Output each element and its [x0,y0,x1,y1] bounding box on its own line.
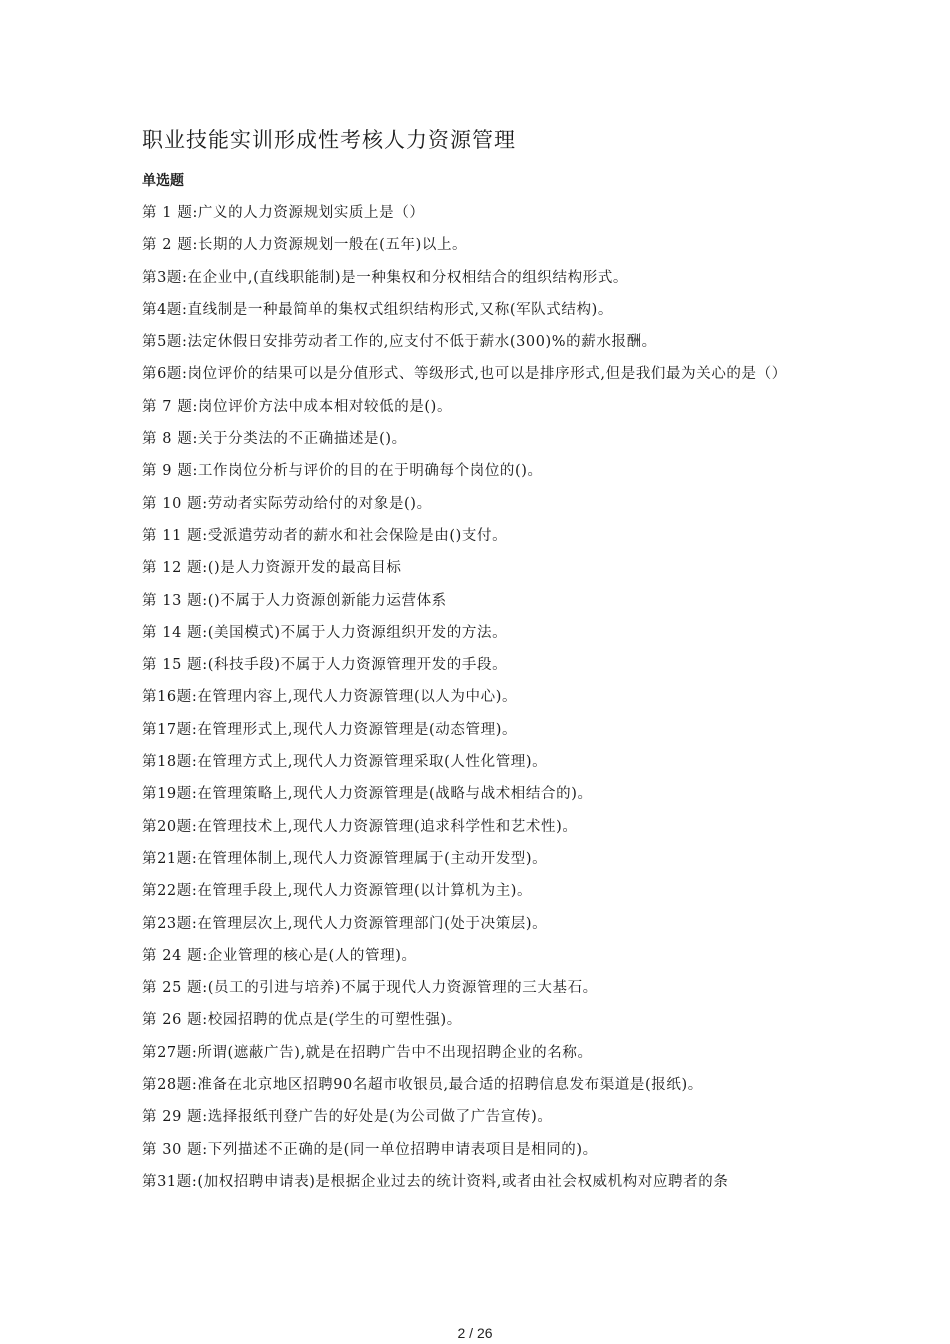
question-item: 第 15 题:(科技手段)不属于人力资源管理开发的手段。 [142,657,508,674]
question-item: 第 29 题:选择报纸刊登广告的好处是(为公司做了广告宣传)。 [142,1109,553,1126]
question-item: 第 13 题:()不属于人力资源创新能力运营体系 [142,592,447,609]
question-item: 第 2 题:长期的人力资源规划一般在(五年)以上。 [142,237,468,254]
section-heading: 单选题 [142,173,184,189]
question-item: 第 24 题:企业管理的核心是(人的管理)。 [142,947,417,964]
question-item: 第18题:在管理方式上,现代人力资源管理采取(人性化管理)。 [142,754,548,771]
question-item: 第5题:法定休假日安排劳动者工作的,应支付不低于薪水(300)%的薪水报酬。 [142,334,657,351]
question-item: 第20题:在管理技术上,现代人力资源管理(追求科学性和艺术性)。 [142,818,578,835]
question-item: 第27题:所谓(遮蔽广告),就是在招聘广告中不出现招聘企业的名称。 [142,1044,593,1061]
question-item: 第 9 题:工作岗位分析与评价的目的在于明确每个岗位的()。 [142,463,543,480]
question-item: 第 12 题:()是人力资源开发的最高目标 [142,560,402,577]
question-item: 第 14 题:(美国模式)不属于人力资源组织开发的方法。 [142,624,508,641]
page-number: 2 / 26 [457,1325,493,1341]
question-item: 第 25 题:(员工的引进与培养)不属于现代人力资源管理的三大基石。 [142,980,598,997]
question-item: 第28题:准备在北京地区招聘90名超市收银员,最合适的招聘信息发布渠道是(报纸)。 [142,1077,703,1094]
question-item: 第 8 题:关于分类法的不正确描述是()。 [142,431,407,448]
question-item: 第 26 题:校园招聘的优点是(学生的可塑性强)。 [142,1012,462,1029]
question-item: 第6题:岗位评价的结果可以是分值形式、等级形式,也可以是排序形式,但是我们最为关心的是（） [142,366,787,383]
question-item: 第16题:在管理内容上,现代人力资源管理(以人为中心)。 [142,689,518,706]
question-list [142,197,807,1198]
question-item: 第 7 题:岗位评价方法中成本相对较低的是()。 [142,398,453,415]
question-item: 第22题:在管理手段上,现代人力资源管理(以计算机为主)。 [142,883,533,900]
question-item: 第3题:在企业中,(直线职能制)是一种集权和分权相结合的组织结构形式。 [142,269,629,286]
document-title: 职业技能实训形成性考核人力资源管理 [142,128,516,152]
question-item: 第 11 题:受派遣劳动者的薪水和社会保险是由()支付。 [142,527,508,544]
question-item: 第31题:(加权招聘申请表)是根据企业过去的统计资料,或者由社会权威机构对应聘者的条 [142,1173,729,1190]
question-item: 第 1 题:广义的人力资源规划实质上是（） [142,205,425,221]
question-item: 第19题:在管理策略上,现代人力资源管理是(战略与战术相结合的)。 [142,786,593,803]
question-item: 第21题:在管理体制上,现代人力资源管理属于(主动开发型)。 [142,850,548,867]
question-item: 第 30 题:下列描述不正确的是(同一单位招聘申请表项目是相同的)。 [142,1141,598,1158]
question-item: 第4题:直线制是一种最简单的集权式组织结构形式,又称(军队式结构)。 [142,301,613,318]
question-item: 第17题:在管理形式上,现代人力资源管理是(动态管理)。 [142,721,518,738]
question-item: 第 10 题:劳动者实际劳动给付的对象是()。 [142,495,432,512]
question-item: 第23题:在管理层次上,现代人力资源管理部门(处于决策层)。 [142,915,548,932]
